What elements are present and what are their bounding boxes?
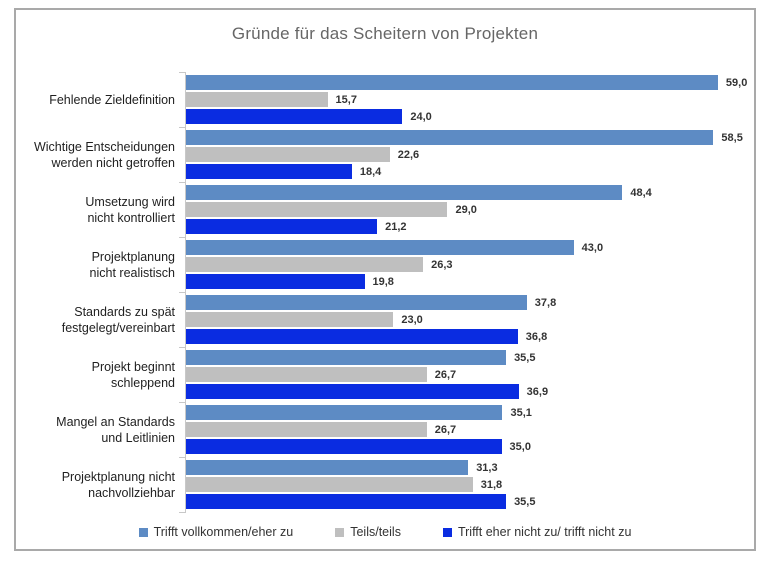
bar-line (186, 384, 754, 399)
bar-line (186, 274, 754, 289)
bar (186, 130, 713, 145)
category-label-line: Projektplanung nicht (61, 469, 175, 484)
axis-tick (179, 457, 185, 458)
value-label: 26,7 (434, 423, 457, 436)
bar-line (186, 295, 754, 310)
bar (186, 185, 622, 200)
legend-item (139, 525, 294, 539)
category-label-line: festgelegt/vereinbart (61, 320, 175, 335)
bar-group (185, 347, 754, 402)
bar-group (185, 127, 754, 182)
category-label-line: nachvollziehbar (88, 485, 175, 500)
value-label: 36,9 (526, 385, 549, 398)
bar (186, 219, 377, 234)
axis-tick (179, 347, 185, 348)
axis-tick (179, 512, 185, 513)
bar (186, 367, 427, 382)
bar (186, 460, 468, 475)
category-label-line: Standards zu spät (74, 304, 175, 319)
axis-tick (179, 292, 185, 293)
category-label (16, 457, 185, 512)
value-label: 24,0 (410, 110, 432, 123)
legend-item (443, 525, 631, 539)
bar-line (186, 219, 754, 234)
bar (186, 477, 473, 492)
bar-rows (16, 72, 754, 512)
y-axis-line (185, 72, 186, 513)
bar-line (186, 185, 754, 200)
bar-line (186, 130, 754, 145)
chart-row (16, 457, 754, 512)
legend (16, 525, 754, 539)
category-label-line: Wichtige Entscheidungen (33, 139, 175, 154)
value-label: 23,0 (401, 313, 423, 326)
axis-tick (179, 127, 185, 128)
legend-swatch (443, 528, 452, 537)
chart-frame (14, 8, 756, 551)
bar (186, 274, 365, 289)
bar (186, 422, 427, 437)
category-label-line: Umsetzung wird (85, 194, 175, 209)
value-label: 29,0 (455, 203, 477, 216)
chart-row (16, 292, 754, 347)
bar (186, 312, 393, 327)
value-label: 18,4 (359, 165, 382, 178)
value-label: 58,5 (721, 131, 743, 144)
bar-line (186, 147, 754, 162)
value-label: 37,8 (534, 296, 557, 309)
bar (186, 109, 402, 124)
category-label-line: Projekt beginnt (91, 359, 175, 374)
bar (186, 257, 423, 272)
bar (186, 384, 519, 399)
bar-line (186, 405, 754, 420)
category-label (16, 72, 185, 127)
axis-tick (179, 182, 185, 183)
category-label-line: nicht kontrolliert (87, 210, 175, 225)
bar (186, 92, 328, 107)
legend-swatch (335, 528, 344, 537)
bar-line (186, 350, 754, 365)
chart-row (16, 402, 754, 457)
bar-group (185, 402, 754, 457)
value-label: 35,5 (514, 495, 536, 508)
bar (186, 202, 447, 217)
bar (186, 405, 502, 420)
bar-line (186, 92, 754, 107)
value-label: 21,2 (385, 220, 407, 233)
chart-row (16, 182, 754, 237)
legend-label: Teils/teils (350, 525, 401, 539)
bar-line (186, 439, 754, 454)
category-label-line: und Leitlinien (101, 430, 175, 445)
value-label: 35,5 (514, 351, 536, 364)
bar-group (185, 72, 754, 127)
chart-row (16, 237, 754, 292)
bar-line (186, 202, 754, 217)
category-label-line: schleppend (111, 375, 175, 390)
bar-line (186, 257, 754, 272)
legend-label: Trifft vollkommen/eher zu (153, 525, 294, 539)
bar-line (186, 109, 754, 124)
bar (186, 439, 502, 454)
bar (186, 240, 574, 255)
bar-line (186, 240, 754, 255)
bar-line (186, 422, 754, 437)
legend-swatch (139, 528, 148, 537)
plot-area (16, 72, 754, 513)
bar (186, 75, 718, 90)
bar-group (185, 182, 754, 237)
bar-group (185, 457, 754, 512)
value-label: 59,0 (725, 76, 748, 89)
bar-line (186, 494, 754, 509)
bar-line (186, 329, 754, 344)
category-label-line: werden nicht getroffen (51, 155, 175, 170)
category-label (16, 402, 185, 457)
bar (186, 494, 506, 509)
value-label: 31,8 (480, 478, 503, 491)
value-label: 35,1 (510, 406, 532, 419)
value-label: 36,8 (525, 330, 548, 343)
axis-tick (179, 72, 185, 73)
value-label: 35,0 (509, 440, 531, 453)
category-label-line: Fehlende Zieldefinition (49, 92, 175, 107)
bar-line (186, 164, 754, 179)
bar-group (185, 292, 754, 347)
bar (186, 164, 352, 179)
axis-tick (179, 402, 185, 403)
chart-row (16, 72, 754, 127)
chart-title: Gründe für das Scheitern von Projekten (231, 24, 539, 43)
value-label: 26,3 (431, 258, 453, 271)
bar-group (185, 237, 754, 292)
legend-item (335, 525, 401, 539)
category-label (16, 182, 185, 237)
value-label: 43,0 (581, 241, 604, 254)
bar-line (186, 460, 754, 475)
chart-row (16, 127, 754, 182)
bar-line (186, 312, 754, 327)
bar (186, 329, 518, 344)
bar (186, 295, 527, 310)
value-label: 19,8 (372, 275, 394, 288)
value-label: 31,3 (476, 461, 498, 474)
value-label: 48,4 (630, 186, 652, 199)
category-label (16, 127, 185, 182)
axis-tick (179, 237, 185, 238)
value-label: 26,7 (434, 368, 457, 381)
bar (186, 350, 506, 365)
bar-line (186, 477, 754, 492)
value-label: 15,7 (335, 93, 357, 106)
bar-line (186, 75, 754, 90)
legend-label: Trifft eher nicht zu/ trifft nicht zu (457, 525, 632, 539)
category-label (16, 347, 185, 402)
category-label-line: Projektplanung (91, 249, 175, 264)
category-label-line: nicht realistisch (89, 265, 175, 280)
category-label-line: Mangel an Standards (56, 414, 175, 429)
category-label (16, 292, 185, 347)
bar-line (186, 367, 754, 382)
category-label (16, 237, 185, 292)
bar (186, 147, 390, 162)
value-label: 22,6 (397, 148, 420, 161)
chart-row (16, 347, 754, 402)
